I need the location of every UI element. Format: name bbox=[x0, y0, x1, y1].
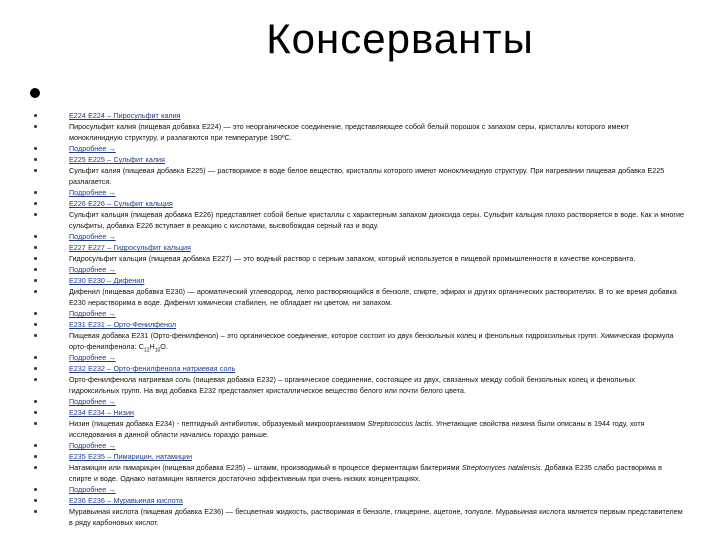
list-item-link[interactable] bbox=[34, 187, 684, 198]
item-text-text: E235 E235 – Пимарицин, натамицин bbox=[69, 452, 193, 461]
item-text-tail: O. bbox=[160, 342, 168, 351]
item-text-text: Подробнее → bbox=[69, 441, 116, 450]
preservatives-list bbox=[34, 110, 684, 528]
list-item-description bbox=[34, 374, 684, 396]
item-text-text: Подробнее → bbox=[69, 397, 116, 406]
item-text-text: E224 E224 – Пиросульфит калия bbox=[69, 111, 181, 120]
item-text-tail: . Добавка E235 слабо растворима в спирте и воде. Однако натамицин является достаточно эффективным при очень низких концентрациях. bbox=[69, 463, 663, 483]
item-text-text: Подробнее → bbox=[69, 188, 116, 197]
item-text-text: Пищевая добавка E231 (Орто-фенилфенол) – это органическое соединение, которое состоит из двух бензольных колец и фенольных гидроксильных групп. Химическая формула орто-фенилфенола: C bbox=[69, 331, 674, 351]
list-item-link[interactable] bbox=[34, 319, 684, 330]
item-text-text: Подробнее → bbox=[69, 232, 116, 241]
item-text-text: Натамицин или пимарицин (пищевая добавка E235) – штамм, производимый в процессе ферментации бактериями bbox=[69, 463, 462, 472]
list-item-link[interactable] bbox=[34, 143, 684, 154]
item-text-text: E230 E230 – Дифенил bbox=[69, 276, 145, 285]
list-item-description bbox=[34, 165, 684, 187]
list-item-link[interactable] bbox=[34, 198, 684, 209]
item-text-text: Подробнее → bbox=[69, 353, 116, 362]
list-item-description bbox=[34, 330, 684, 352]
list-item-description bbox=[34, 286, 684, 308]
item-text-text: Муравьиная кислота (пищевая добавка E236) — бесцветная жидкость, растворимая в бензоле, глицерине, ацетоне, толуоле. Муравьиная кислота является первым представителем в ряду карбоновых кислот. bbox=[69, 507, 683, 527]
list-item-link[interactable] bbox=[34, 308, 684, 319]
item-text-text: E236 E236 – Муравьиная кислота bbox=[69, 496, 183, 505]
item-text-text: E232 E232 – Орто-фенилфенола натриевая соль bbox=[69, 364, 236, 373]
item-text-tail: . Угнетающие свойства низина были описаны в 1944 году, хотя исследования в данной области начались гораздо раньше. bbox=[69, 419, 645, 439]
list-item-link[interactable] bbox=[34, 484, 684, 495]
list-item-description bbox=[34, 121, 684, 143]
item-text-text: Сульфит калия (пищевая добавка E225) — растворимое в воде белое вещество, кристаллы которого имеют моноклинидную структуру. При нагревании пищевая добавка E225 разлагается. bbox=[69, 166, 665, 186]
list-item-link[interactable] bbox=[34, 231, 684, 242]
list-item-link[interactable] bbox=[34, 451, 684, 462]
item-text-text: E226 E226 – Сульфит кальция bbox=[69, 199, 173, 208]
item-text-mid: H bbox=[149, 342, 155, 351]
item-text-sub1: 12 bbox=[143, 347, 150, 354]
page-title: Консерванты bbox=[266, 15, 534, 62]
list-item-link[interactable] bbox=[34, 242, 684, 253]
list-item-link[interactable] bbox=[34, 352, 684, 363]
item-text-sub2: 10 bbox=[154, 347, 161, 354]
list-item-description bbox=[34, 418, 684, 440]
list-item-description bbox=[34, 209, 684, 231]
list-item-link[interactable] bbox=[34, 407, 684, 418]
item-text-em: Streptomyces natalensis bbox=[461, 463, 541, 472]
item-text-text: Дифенил (пищевая добавка E230) — ароматический углеводород, легко растворяющийся в бензоле, спирте, эфирах и других органических растворителях. В то же время добавка E230 нерастворима в воде. Дифенил химически стабилен, не обладает ни цветом, ни запахом. bbox=[69, 287, 677, 307]
list-item-description bbox=[34, 506, 684, 528]
item-text-text: Подробнее → bbox=[69, 485, 116, 494]
list-item-link[interactable] bbox=[34, 363, 684, 374]
item-text-text: Низин (пищевая добавка E234) - пептидный антибиотик, образуемый микроорганизмом bbox=[69, 419, 368, 428]
item-text-text: Орто-фенилфенола натриевая соль (пищевая добавка E232) – органическое соединение, состоящее из двух, связанных между собой бензольных колец и фенольных гидроксильных групп. На вид добавка E232 представляет кристаллическое вещество белого или почти белого цвета. bbox=[69, 375, 635, 395]
item-text-text: Гидросульфит кальция (пищевая добавка E227) — это водный раствор с серным запахом, который используется в пищевой промышленности в качестве консерванта. bbox=[69, 254, 636, 263]
item-text-text: E234 E234 – Низин bbox=[69, 408, 134, 417]
list-item-link[interactable] bbox=[34, 440, 684, 451]
list-item-link[interactable] bbox=[34, 110, 684, 121]
item-text-text: Подробнее → bbox=[69, 265, 116, 274]
list-item-link[interactable] bbox=[34, 264, 684, 275]
list-item-link[interactable] bbox=[34, 275, 684, 286]
list-item-description bbox=[34, 462, 684, 484]
item-text-text: E227 E227 – Гидросульфит кальция bbox=[69, 243, 191, 252]
title-bullet bbox=[30, 88, 40, 98]
list-item-link[interactable] bbox=[34, 396, 684, 407]
list-item-link[interactable] bbox=[34, 495, 684, 506]
item-text-text: Подробнее → bbox=[69, 144, 116, 153]
item-text-em: Streptococcus lactis bbox=[367, 419, 432, 428]
item-text-text: E225 E225 – Сульфит калия bbox=[69, 155, 165, 164]
item-text-text: Пиросульфит калия (пищевая добавка E224) — это неорганическое соединение, представляющее собой белый порошок с запахом серы, кристаллы которого имеют моноклинидную структуру, и разлагаются при температуре 190ºC. bbox=[69, 122, 629, 142]
item-text-text: E231 E231 – Орто-Фенилфенол bbox=[69, 320, 177, 329]
item-text-text: Сульфит кальция (пищевая добавка E226) представляет собой белые кристаллы с характерным запахом диоксида серы. Сульфит кальция плохо растворяется в воде. Как и многие сульфиты, добавка E226 вступает в реакцию с кислотами, высвобождая серный газ и воду. bbox=[69, 210, 684, 230]
item-text-text: Подробнее → bbox=[69, 309, 116, 318]
list-item-description bbox=[34, 253, 684, 264]
list-item-link[interactable] bbox=[34, 154, 684, 165]
